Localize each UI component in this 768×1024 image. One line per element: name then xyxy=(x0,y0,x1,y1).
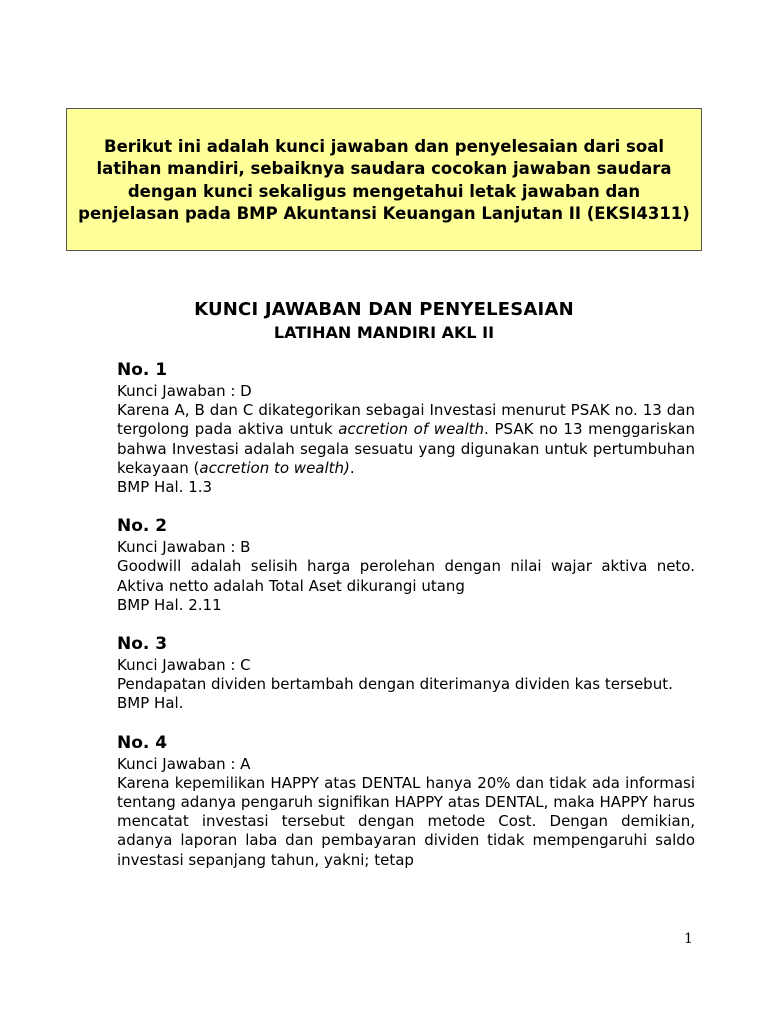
answer-explanation xyxy=(117,401,695,478)
explanation-text: . PSAK no 13 menggariskan bahwa Investasi adalah segala sesuatu yang digunakan untuk pertumbuhan kekayaan ( xyxy=(117,420,695,477)
page-number: 1 xyxy=(684,931,693,947)
book-reference: BMP Hal. xyxy=(117,694,184,713)
book-reference: BMP Hal. 1.3 xyxy=(117,478,213,497)
answer-key-notice-box xyxy=(66,108,702,251)
question-4 xyxy=(117,732,695,870)
answer-key: Kunci Jawaban : C xyxy=(117,656,251,675)
answer-explanation: Karena kepemilikan HAPPY atas DENTAL hanya 20% dan tidak ada informasi tentang adanya pengaruh signifikan HAPPY atas DENTAL, maka HAPPY harus mencatat investasi tersebut dengan metode Cost. Dengan demikian, adanya laporan laba dan pembayaran dividen tidak mempengaruhi saldo investasi sepanjang tahun, yakni; tetap xyxy=(117,773,695,869)
book-reference: BMP Hal. 2.11 xyxy=(117,595,222,614)
question-3 xyxy=(117,633,695,714)
question-heading: No. 4 xyxy=(117,732,168,753)
answer-explanation: Goodwill adalah selisih harga perolehan dengan nilai wajar aktiva neto. Aktiva netto adalah Total Aset dikurangi utang xyxy=(117,557,695,595)
answer-key: Kunci Jawaban : B xyxy=(117,538,251,557)
document-subtitle: LATIHAN MANDIRI AKL II xyxy=(273,323,495,342)
explanation-text: Karena A, B dan C dikategorikan sebagai Investasi menurut PSAK no. 13 dan tergolong pada aktiva untuk xyxy=(117,401,695,439)
answer-key: Kunci Jawaban : D xyxy=(117,382,252,400)
explanation-italic-term: accretion of wealth xyxy=(338,420,485,439)
question-heading: No. 2 xyxy=(117,516,168,537)
answer-key: Kunci Jawaban : A xyxy=(117,754,251,773)
document-title: KUNCI JAWABAN DAN PENYELESAIAN xyxy=(194,299,574,320)
answer-explanation: Pendapatan dividen bertambah dengan diterimanya dividen kas tersebut. xyxy=(117,675,673,694)
explanation-italic-term: accretion to wealth) xyxy=(199,458,350,477)
question-heading: No. 1 xyxy=(117,360,168,380)
question-heading: No. 3 xyxy=(117,634,168,655)
question-2 xyxy=(117,515,695,615)
answer-list xyxy=(117,359,695,888)
notice-text: Berikut ini adalah kunci jawaban dan penyelesaian dari soal latihan mandiri, sebaiknya saudara cocokan jawaban saudara dengan kunci sekaligus mengetahui letak jawaban dan penjelasan pada BMP Akuntansi Keuangan Lanjutan II (EKSI4311) xyxy=(78,136,690,223)
explanation-text: . xyxy=(349,458,355,477)
question-1 xyxy=(117,359,695,497)
